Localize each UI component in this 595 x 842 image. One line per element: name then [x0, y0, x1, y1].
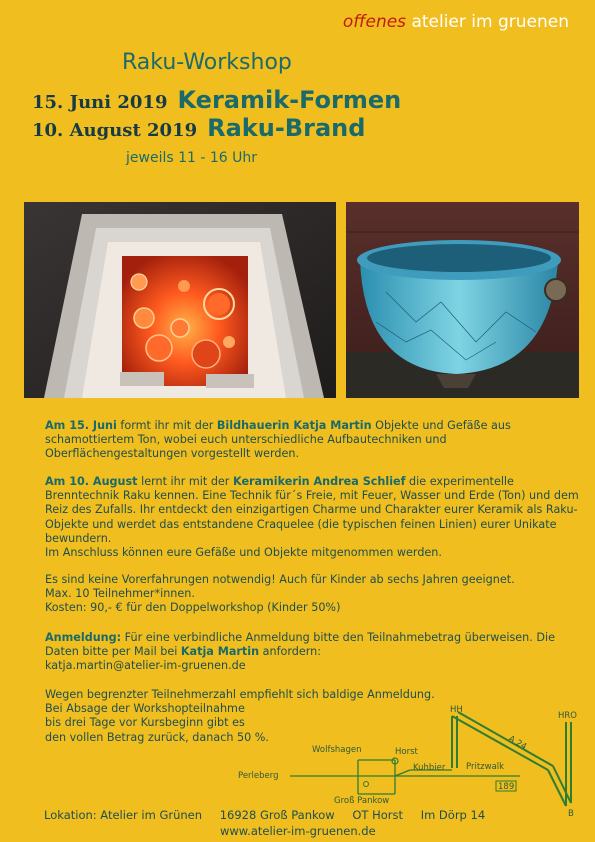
footer-location [44, 808, 499, 822]
location-marker-gross-pankow [364, 782, 369, 787]
registration-text-a: Für eine verbindliche Anmeldung bitte den Teilnahmebetrag überweisen. Die Daten bitte per Mail bei [45, 631, 555, 659]
map-label-gross-pankow: Groß Pankow [334, 796, 390, 806]
workshop-date-1 [32, 86, 401, 114]
map-label-a24: A 24 [506, 733, 529, 753]
directions-map [232, 700, 587, 818]
info-line-1: Es sind keine Vorerfahrungen notwendig! Auch für Kinder ab sechs Jahren geeignet. [45, 573, 515, 586]
notice-line-4: den vollen Betrag zurück, danach 50 %. [45, 730, 269, 744]
info-line-2: Max. 10 Teilnehmer*innen. [45, 587, 195, 601]
map-label-pritzwalk: Pritzwalk [466, 762, 505, 772]
notice-line-3: bis drei Tage vor Kursbeginn gibt es [45, 716, 245, 730]
paragraph-workshop-1 [45, 419, 585, 462]
website-link[interactable]: www.atelier-im-gruenen.de [220, 824, 376, 838]
instructor-1: Bildhauerin Katja Martin [216, 419, 372, 432]
paragraph-registration [45, 631, 585, 674]
footer-street: Im Dörp 14 [420, 808, 486, 822]
footer-location-label: Lokation: Atelier im Grünen [44, 808, 203, 822]
instructor-2: Keramikerin Andrea Schlief [232, 475, 406, 488]
brand-logo [343, 12, 569, 32]
p2-text-a: lernt ihr mit der [137, 475, 233, 488]
topic-1: Keramik-Formen [177, 86, 402, 114]
p2-text-b: die experimentelle Brenntechnik Raku kennen. Eine Technik für´s Freie, mit Feuer, Wasser und Erde (Ton) und dem Reiz des Zufalls. Ihr entdeckt den einzigartigen Charme und Charakter eurer Keramik als Raku-Objekte und werdet das entstandene Craquelee (die typischen feinen Linien) eurer Unikate bewundern. [45, 475, 579, 545]
map-label-horst: Horst [395, 747, 418, 757]
paragraph-workshop-2 [45, 475, 585, 560]
kiln-photo [24, 202, 336, 398]
map-label-hro: HRO [558, 711, 577, 721]
workshop-date-2 [32, 114, 365, 142]
p1-text-a: formt ihr mit der [116, 419, 217, 432]
registration-contact: Katja Martin [180, 645, 260, 659]
date-highlight-2: Am 10. August [45, 475, 138, 488]
footer-address: 16928 Groß Pankow [219, 808, 335, 822]
map-label-kuhbier: Kuhbier [413, 763, 446, 773]
notice-line-1: Wegen begrenzter Teilnehmerzahl empfiehlt sich baldige Anmeldung. [45, 688, 435, 701]
raku-bowl-photo [346, 202, 579, 398]
brand-prefix: offenes [342, 12, 407, 32]
page-title: Raku-Workshop [122, 50, 292, 75]
time-info: jeweils 11 - 16 Uhr [126, 150, 257, 166]
map-label-perleberg: Perleberg [238, 771, 279, 781]
registration-email[interactable]: katja.martin@atelier-im-gruenen.de [45, 659, 246, 673]
p2-text-c: Im Anschluss können eure Gefäße und Objekte mitgenommen werden. [45, 546, 442, 560]
brand-name: atelier im gruenen [411, 12, 569, 32]
map-label-b189: 189 [498, 782, 515, 792]
date-1: 15. Juni 2019 [32, 92, 168, 113]
map-label-b: B [568, 809, 574, 818]
map-label-hh: HH [450, 705, 463, 715]
topic-2: Raku-Brand [207, 114, 366, 142]
registration-label: Anmeldung: [45, 631, 122, 644]
date-highlight-1: Am 15. Juni [45, 419, 117, 432]
map-label-wolfshagen: Wolfshagen [312, 745, 362, 755]
p1-text-b: Objekte und Gefäße aus schamottiertem Ton, wobei euch unterschiedliche Aufbautechniken und Oberflächengestaltungen vorgestellt werden. [45, 419, 511, 461]
notice-line-2: Bei Absage der Workshopteilnahme [45, 702, 245, 716]
footer-district: OT Horst [352, 808, 404, 822]
date-2: 10. August 2019 [32, 120, 198, 141]
paragraph-info [45, 573, 585, 616]
info-line-3: Kosten: 90,- € für den Doppelworkshop (Kinder 50%) [45, 601, 341, 615]
registration-text-b: anfordern: [259, 645, 322, 659]
